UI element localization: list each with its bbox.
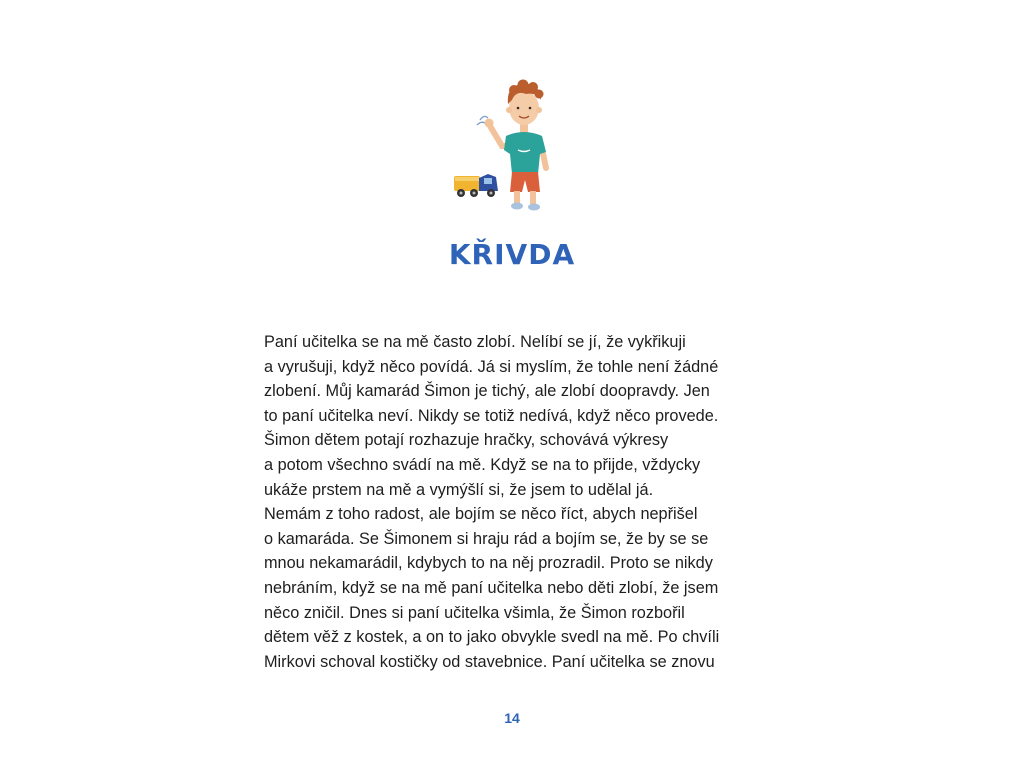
story-text xyxy=(264,330,764,674)
story-line: mnou nekamarádil, kdybych to na něj prozradil. Proto se nikdy xyxy=(264,554,713,573)
story-line: nebráním, když se na mě paní učitelka nebo děti zlobí, že jsem xyxy=(264,578,719,597)
boy-with-truck-illustration xyxy=(446,76,566,216)
chapter-title: KŘIVDA xyxy=(448,238,576,271)
story-line: zlobení. Můj kamarád Šimon je tichý, ale zlobí doopravdy. Jen xyxy=(264,382,710,401)
story-line: a vyrušuji, když něco povídá. Já si myslím, že tohle není žádné xyxy=(264,357,719,376)
story-line: ukáže prstem na mě a vymýšlí si, že jsem to udělal já. xyxy=(264,480,654,499)
page-number: 14 xyxy=(504,710,520,726)
story-line: a potom všechno svádí na mě. Když se na to přijde, vždycky xyxy=(264,455,701,474)
story-line: o kamaráda. Se Šimonem si hraju rád a bojím se, že by se se xyxy=(264,529,709,548)
story-line: Paní učitelka se na mě často zlobí. Nelíbí se jí, že vykřikuji xyxy=(264,333,686,351)
story-line: dětem věž z kostek, a on to jako obvykle svedl na mě. Po chvíli xyxy=(264,628,720,647)
story-line: Nemám z toho radost, ale bojím se něco říct, abych nepřišel xyxy=(264,505,698,524)
story-line: to paní učitelka neví. Nikdy se totiž nedívá, když něco provede. xyxy=(264,406,719,425)
story-line: Mirkovi schoval kostičky od stavebnice. Paní učitelka se znovu xyxy=(264,652,715,671)
story-line: Šimon dětem potají rozhazuje hračky, schovává výkresy xyxy=(264,431,669,450)
story-line: něco zničil. Dnes si paní učitelka všimla, že Šimon rozbořil xyxy=(264,603,685,622)
